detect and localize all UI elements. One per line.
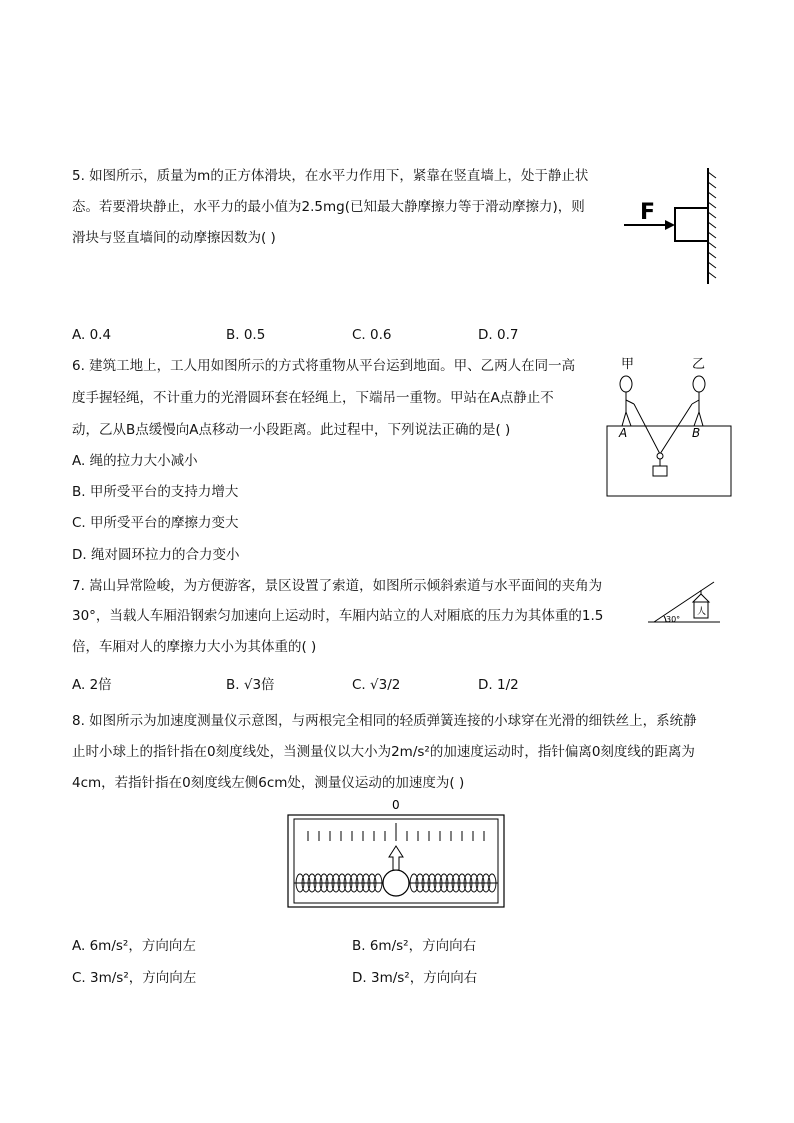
q8-line-1: 8. 如图所示为加速度测量仪示意图，与两根完全相同的轻质弹簧连接的小球穿在光滑的细铁丝上，系统静 [72,713,697,729]
q8-ball [383,870,409,896]
q6-ring [657,453,663,459]
q5-block [675,208,708,241]
q8-zero-label: 0 [392,798,400,812]
q8-pointer-arrow [389,846,403,870]
q7-line-1: 7. 嵩山异常险峻，为方便游客，景区设置了索道，如图所示倾斜索道与水平面间的夹角为 [72,578,603,594]
q8-option-b: B. 6m/s²，方向向右 [352,938,477,954]
q5-arrowhead [665,220,675,230]
q6-line-3: 动，乙从B点缓慢向A点移动一小段距离。此过程中，下列说法正确的是( ) [72,422,511,438]
q5-option-c: C. 0.6 [352,327,392,343]
q5-option-a: A. 0.4 [72,327,112,343]
q8-figure [286,797,508,912]
q6-option-b: B. 甲所受平台的支持力增大 [72,484,239,500]
q6-rope [634,404,692,454]
q8-option-d: D. 3m/s²，方向向右 [352,970,478,986]
q5-wall-hatching [708,172,716,278]
q8-scale-ticks [308,823,484,841]
q7-option-c: C. √3/2 [352,677,401,693]
q7-cabin-roof [693,594,709,602]
q5-figure [622,168,722,288]
q7-figure [648,576,723,626]
q8-line-2: 止时小球上的指针指在0刻度线处，当测量仪以大小为2m/s²的加速度运动时，指针偏离0刻度线的距离为 [72,744,695,760]
q6-label-jia: 甲 [621,357,635,372]
q7-line-3: 倍，车厢对人的摩擦力大小为其体重的( ) [72,639,317,655]
q6-label-a: A [619,426,628,440]
q5-line-2: 态。若要滑块静止，水平力的最小值为2.5mg(已知最大静摩擦力等于滑动摩擦力)，则 [72,199,585,215]
q5-force-label: F [640,200,656,225]
q6-option-c: C. 甲所受平台的摩擦力变大 [72,515,239,531]
q6-line-2: 度手握轻绳，不计重力的光滑圆环套在轻绳上，下端吊一重物。甲站在A点静止不 [72,390,554,406]
q8-line-3: 4cm，若指针指在0刻度线左侧6cm处，测量仪运动的加速度为( ) [72,775,465,791]
q8-option-c: C. 3m/s²，方向向左 [72,970,197,986]
q6-weight [653,466,667,476]
q7-option-b: B. √3倍 [226,677,275,693]
q7-option-a: A. 2倍 [72,677,112,693]
q6-line-1: 6. 建筑工地上，工人用如图所示的方式将重物从平台运到地面。甲、乙两人在同一高 [72,358,576,374]
q6-head-jia [620,376,632,392]
q6-figure [604,354,734,499]
q6-label-yi: 乙 [692,357,706,372]
q6-head-yi [693,376,705,392]
q7-angle-label: 30° [666,615,681,624]
q7-option-d: D. 1/2 [478,677,519,693]
q7-line-2: 30°，当载人车厢沿钢索匀加速向上运动时，车厢内站立的人对厢底的压力为其体重的1.5 [72,608,604,624]
q7-person-icon: 人 [697,607,707,617]
q5-option-b: B. 0.5 [226,327,266,343]
q6-option-d: D. 绳对圆环拉力的合力变小 [72,547,240,563]
q5-option-d: D. 0.7 [478,327,519,343]
q8-option-a: A. 6m/s²，方向向左 [72,938,196,954]
q6-option-a: A. 绳的拉力大小减小 [72,453,198,469]
q5-line-3: 滑块与竖直墙间的动摩擦因数为( ) [72,230,276,246]
q5-line-1: 5. 如图所示，质量为m的正方体滑块，在水平力作用下，紧靠在竖直墙上，处于静止状 [72,168,589,184]
q6-label-b: B [692,426,701,440]
